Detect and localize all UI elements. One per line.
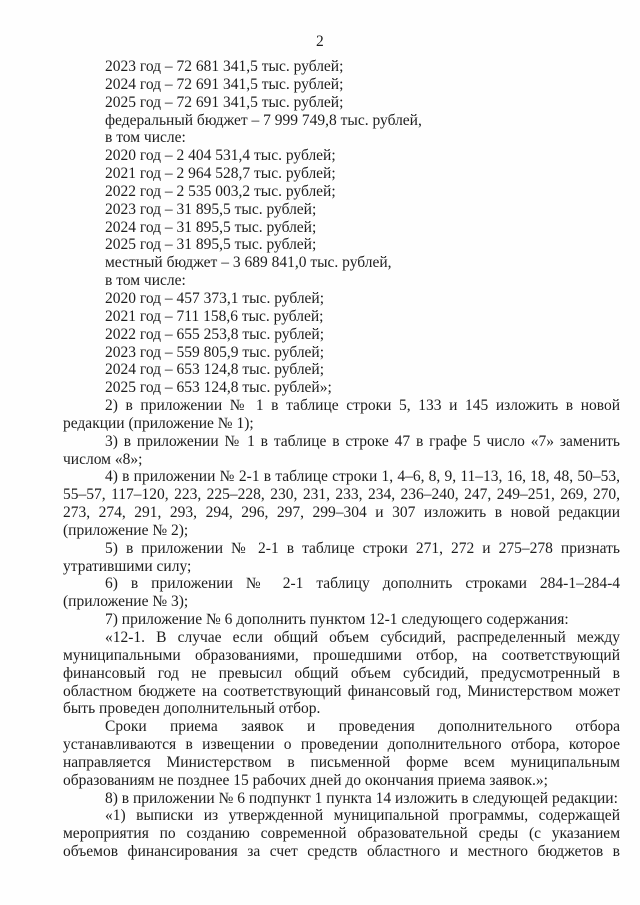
text-line: 2025 год – 72 691 341,5 тыс. рублей; bbox=[105, 93, 344, 111]
text-line: 2025 год – 31 895,5 тыс. рублей; bbox=[105, 236, 317, 254]
text-line: редакции (приложение № 1); bbox=[63, 414, 254, 432]
text-line: (приложение № 3); bbox=[63, 593, 189, 611]
text-line: образованиям не позднее 15 рабочих дней до окончания приема заявок.»; bbox=[63, 771, 548, 789]
text-line: «1) выписки из утвержденной муниципальной программы, содержащей bbox=[105, 807, 620, 825]
text-line: (приложение № 2); bbox=[63, 521, 189, 539]
text-line: федеральный бюджет – 7 999 749,8 тыс. рублей, bbox=[105, 111, 422, 129]
text-line: в том числе: bbox=[105, 129, 186, 147]
text-line: в том числе: bbox=[105, 272, 186, 290]
text-line: 5) в приложении № 2-1 в таблице строки 271, 272 и 275–278 признать bbox=[105, 539, 620, 557]
text-line: 2023 год – 559 805,9 тыс. рублей; bbox=[105, 343, 325, 361]
text-line: 2020 год – 2 404 531,4 тыс. рублей; bbox=[105, 147, 336, 165]
text-line: местный бюджет – 3 689 841,0 тыс. рублей, bbox=[105, 254, 392, 272]
text-line: устанавливаются в извещении о проведении дополнительного отбора, которое bbox=[63, 736, 620, 754]
text-line: числом «8»; bbox=[63, 450, 143, 468]
text-line: «12-1. В случае если общий объем субсидий, распределенный между bbox=[105, 629, 620, 646]
text-line: 2022 год – 655 253,8 тыс. рублей; bbox=[105, 325, 325, 343]
document-text bbox=[63, 58, 620, 861]
text-line: 273, 274, 291, 293, 294, 296, 297, 299–304 и 307 изложить в новой редакции bbox=[63, 504, 620, 522]
text-line: 2024 год – 72 691 341,5 тыс. рублей; bbox=[105, 75, 344, 93]
text-line: 2021 год – 711 158,6 тыс. рублей; bbox=[105, 307, 324, 325]
text-line: финансовый год не превысил общий объем субсидий, предусмотренный в bbox=[63, 664, 620, 682]
text-line: 2022 год – 2 535 003,2 тыс. рублей; bbox=[105, 182, 336, 200]
text-line: 2024 год – 31 895,5 тыс. рублей; bbox=[105, 218, 317, 236]
text-line: Сроки приема заявок и проведения дополнительного отбора bbox=[105, 718, 620, 736]
text-line: 55–57, 117–120, 223, 225–228, 230, 231, 233, 234, 236–240, 247, 249–251, 269, 270, bbox=[63, 486, 620, 504]
text-line: 2025 год – 653 124,8 тыс. рублей»; bbox=[105, 379, 332, 397]
text-line: 6) в приложении № 2-1 таблицу дополнить строками 284-1–284-4 bbox=[105, 575, 620, 593]
text-line: 2023 год – 31 895,5 тыс. рублей; bbox=[105, 200, 317, 218]
text-line: 2021 год – 2 964 528,7 тыс. рублей; bbox=[105, 165, 336, 183]
text-line: мероприятия по созданию современной образовательной среды (с указанием bbox=[63, 825, 620, 843]
page-number: 2 bbox=[315, 33, 325, 50]
text-line: муниципальными образованиями, прошедшими отбор, на соответствующий bbox=[63, 646, 620, 664]
text-line: 2) в приложении № 1 в таблице строки 5, 133 и 145 изложить в новой bbox=[105, 397, 620, 415]
text-line: направляется Министерством в письменной форме всем муниципальным bbox=[63, 753, 620, 771]
text-line: быть проведен дополнительный отбор. bbox=[63, 700, 321, 718]
text-line: 2024 год – 653 124,8 тыс. рублей; bbox=[105, 361, 325, 379]
text-line: утратившими силу; bbox=[63, 557, 192, 575]
text-line: объемов финансирования за счет средств областного и местного бюджетов в bbox=[63, 843, 620, 861]
text-line: 2023 год – 72 681 341,5 тыс. рублей; bbox=[105, 58, 344, 75]
text-line: 8) в приложении № 6 подпункт 1 пункта 14 изложить в следующей редакции: bbox=[105, 789, 618, 807]
text-line: областном бюджете на соответствующий финансовый год, Министерством может bbox=[63, 682, 620, 700]
text-line: 7) приложение № 6 дополнить пунктом 12-1 следующего содержания: bbox=[105, 611, 569, 629]
text-line: 4) в приложении № 2-1 в таблице строки 1, 4–6, 8, 9, 11–13, 16, 18, 48, 50–53, bbox=[105, 468, 620, 486]
text-line: 3) в приложении № 1 в таблице в строке 47 в графе 5 число «7» заменить bbox=[105, 432, 620, 450]
text-line: 2020 год – 457 373,1 тыс. рублей; bbox=[105, 289, 325, 307]
